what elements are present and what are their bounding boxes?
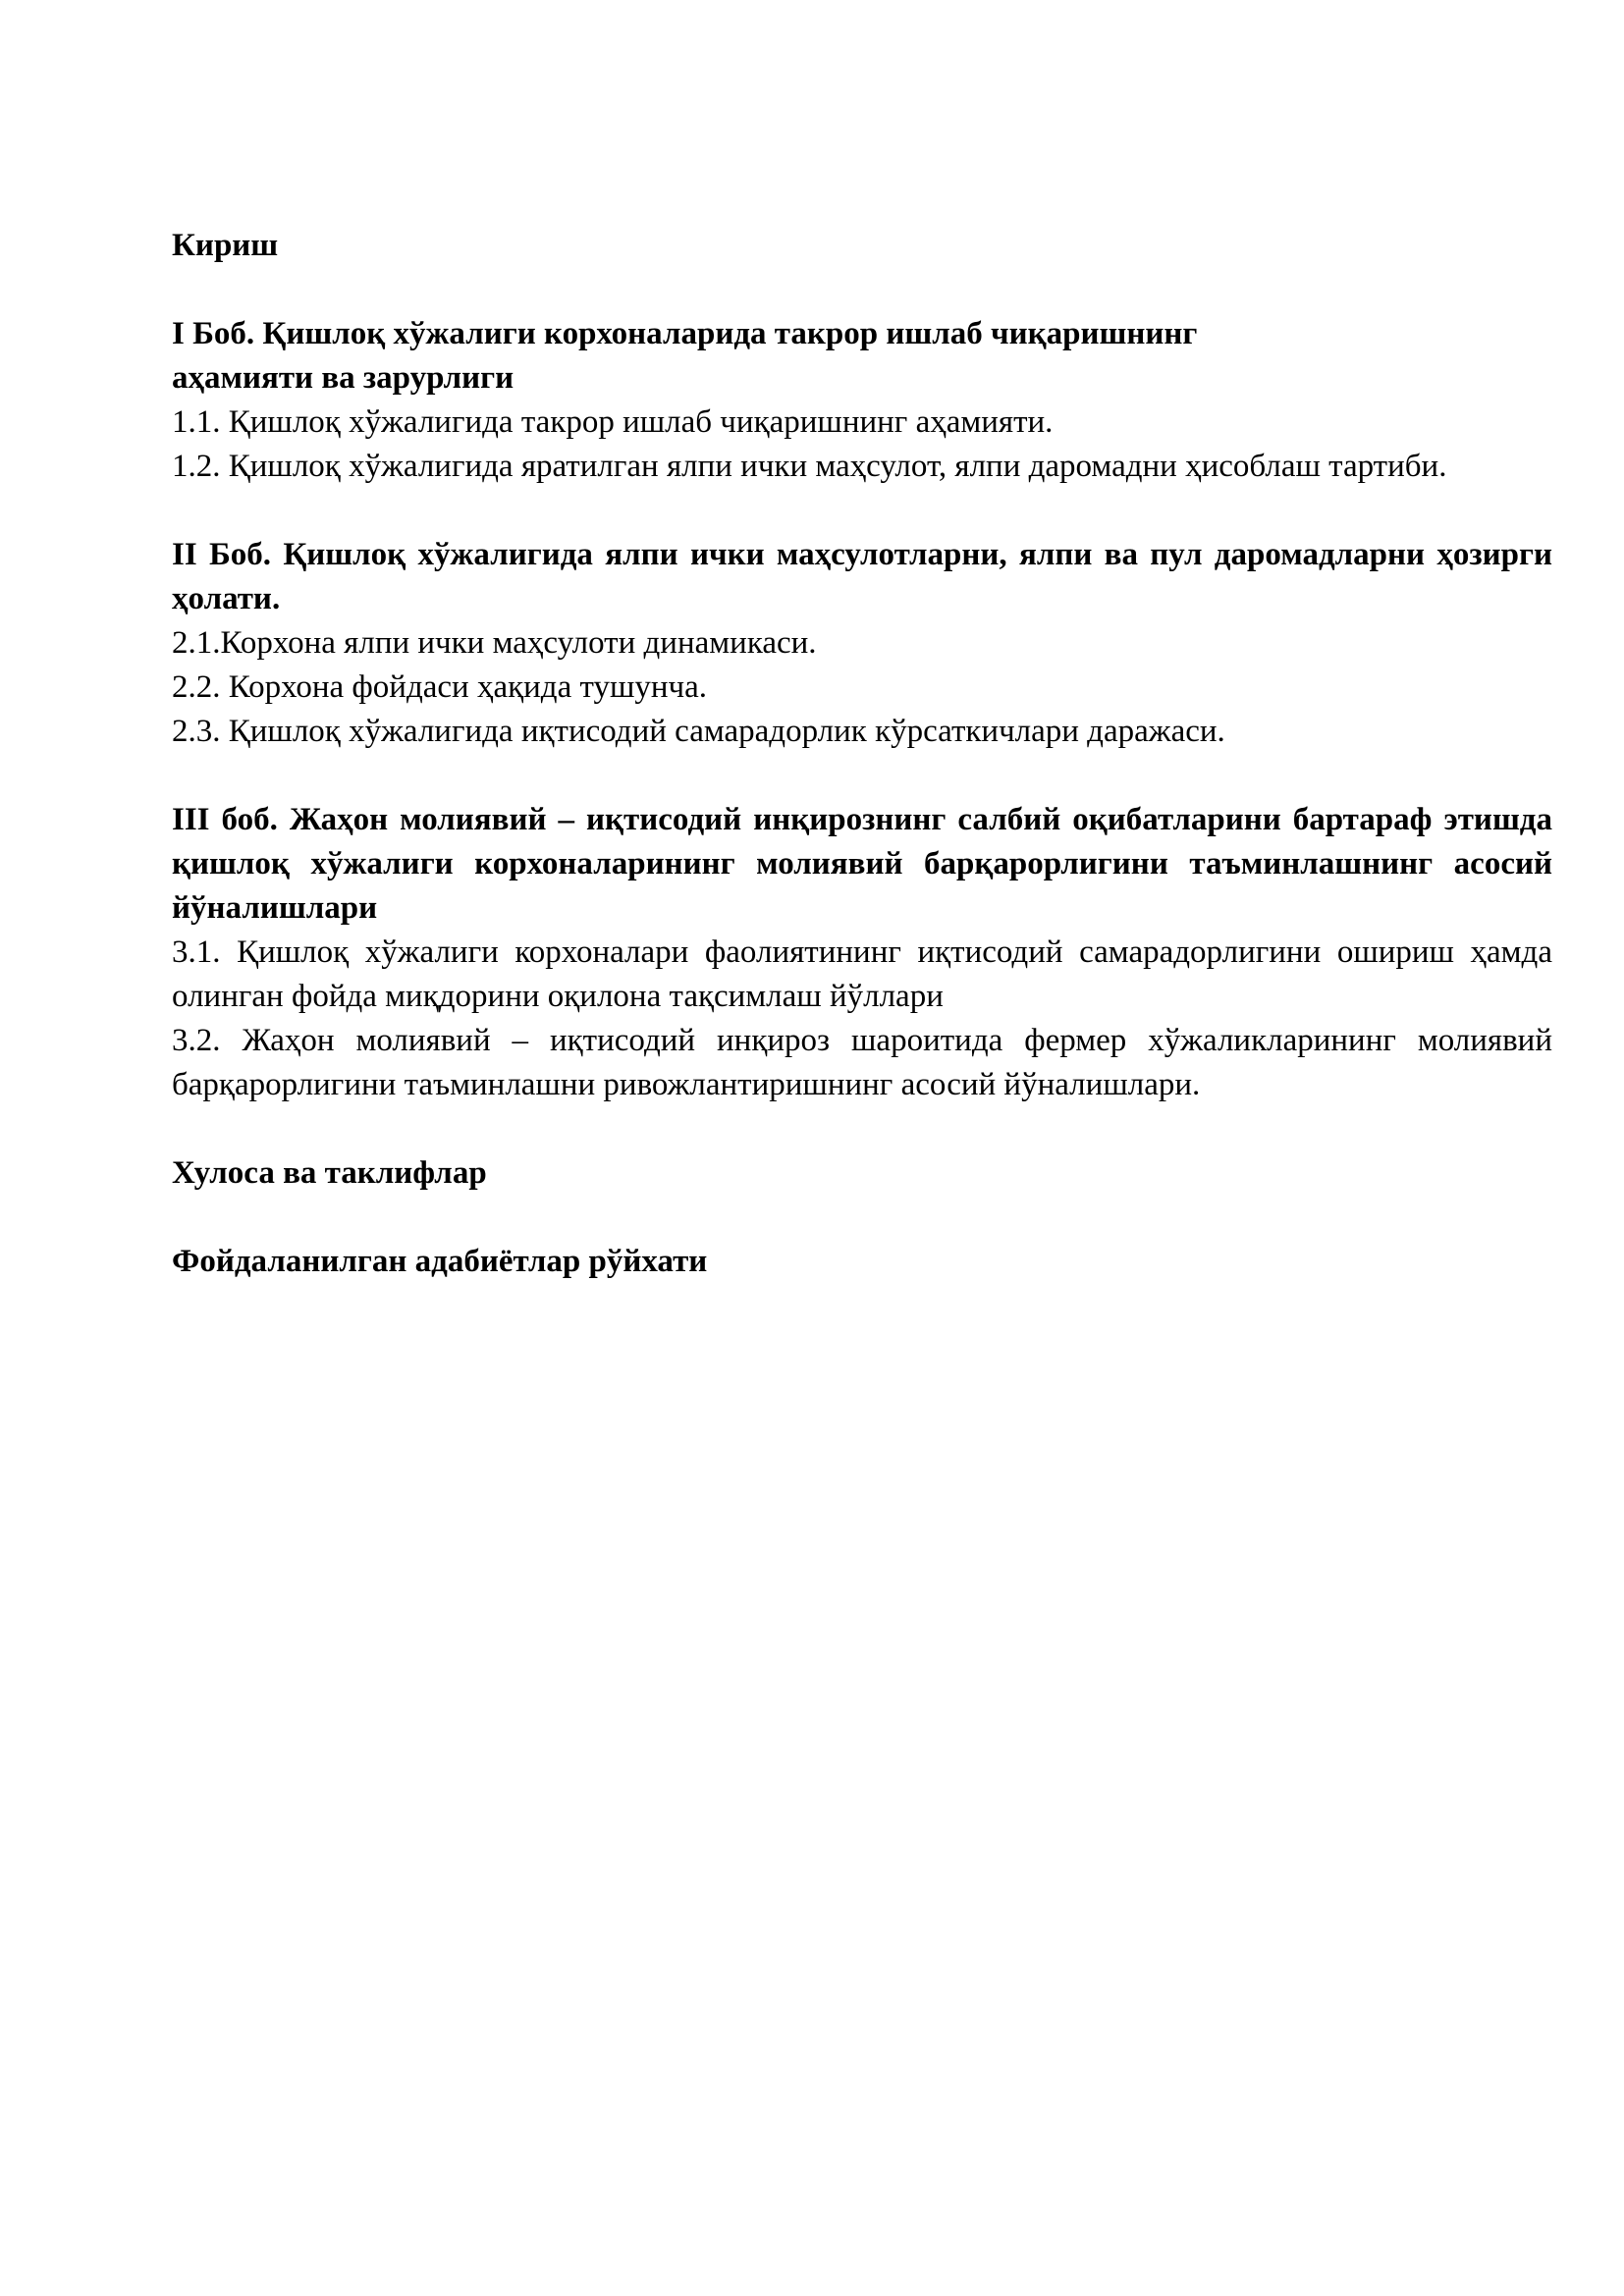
spacer <box>172 489 1552 533</box>
spacer <box>172 754 1552 798</box>
intro-heading: Кириш <box>172 228 279 263</box>
chapter-1-title-line-2: аҳамияти ва зарурлиги <box>172 360 514 396</box>
chapter-2-item-2: 2.2. Корхона фойдаси ҳақида тушунча. <box>172 669 708 705</box>
chapter-1-title-line-1: I Боб. Қишлоқ хўжалиги корхоналарида такрор ишлаб чиқаришнинг <box>172 316 1198 351</box>
chapter-1 <box>172 312 1552 489</box>
spacer <box>172 1196 1552 1240</box>
chapter-2-item-3: 2.3. Қишлоқ хўжалигида иқтисодий самарадорлик кўрсаткичлари даражаси. <box>172 714 1225 749</box>
chapter-1-item-2: 1.2. Қишлоқ хўжалигида яратилган ялпи ички маҳсулот, ялпи даромадни ҳисоблаш тартиби. <box>172 449 1447 484</box>
conclusion-heading: Хулоса ва таклифлар <box>172 1155 487 1191</box>
chapter-3 <box>172 798 1552 1107</box>
chapter-3-title: III боб. Жаҳон молиявий – иқтисодий инқирознинг салбий оқибатларини бартараф этишда қишлоқ хўжалиги корхоналарининг молиявий барқарорлигини таъминлашнинг асосий йўналишлари <box>172 802 1552 926</box>
chapter-2-item-1: 2.1.Корхона ялпи ички маҳсулоти динамикаси. <box>172 625 817 661</box>
chapter-1-item-1: 1.1. Қишлоқ хўжалигида такрор ишлаб чиқаришнинг аҳамияти. <box>172 404 1054 440</box>
spacer <box>172 1107 1552 1151</box>
chapter-2-title: II Боб. Қишлоқ хўжалигида ялпи ички маҳсулотларни, ялпи ва пул даромадларни ҳозирги ҳолати. <box>172 537 1552 616</box>
chapter-3-item-2: 3.2. Жаҳон молиявий – иқтисодий инқироз шароитида фермер хўжаликларининг молиявий барқарорлигини таъминлашни ривожлантиришнинг асосий йўналишлари. <box>172 1023 1552 1102</box>
table-of-contents <box>172 224 1552 1284</box>
chapter-3-item-1: 3.1. Қишлоқ хўжалиги корхоналари фаолиятининг иқтисодий самарадорлигини ошириш ҳамда олинган фойда миқдорини оқилона тақсимлаш йўллари <box>172 934 1552 1014</box>
references-heading: Фойдаланилган адабиётлар рўйхати <box>172 1244 708 1279</box>
chapter-2 <box>172 533 1552 754</box>
spacer <box>172 268 1552 312</box>
